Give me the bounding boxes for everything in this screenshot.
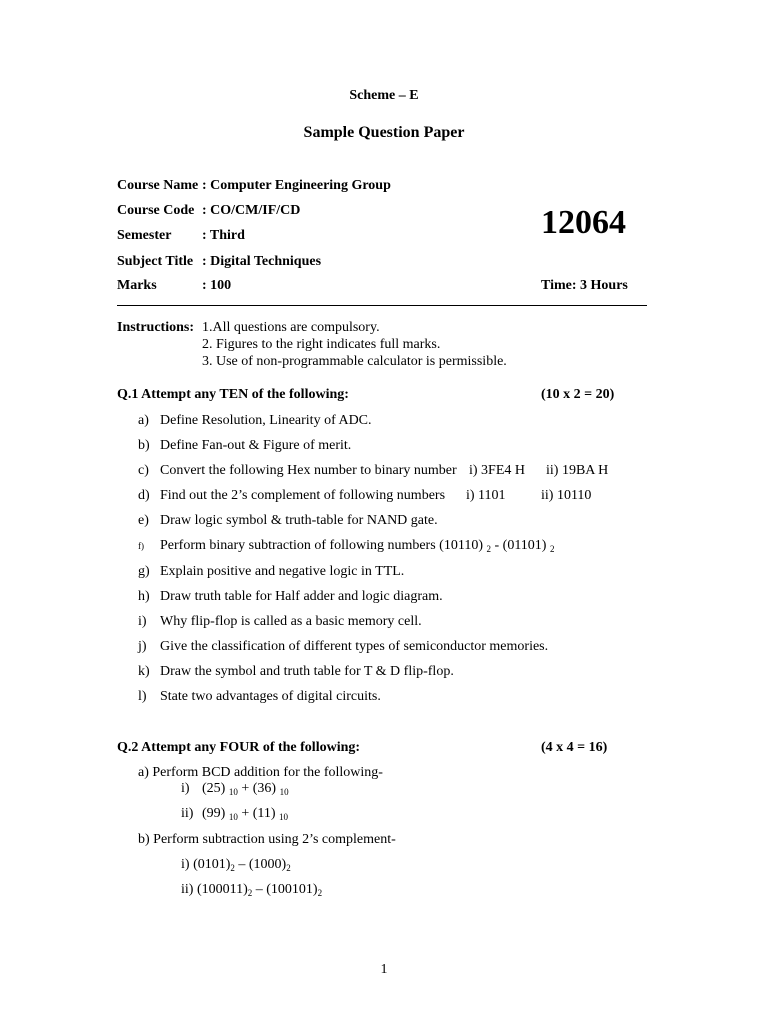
page-title: Sample Question Paper	[303, 124, 465, 141]
q2-a-item-label: i)	[181, 781, 190, 796]
q1-item-part: i) 1101	[466, 488, 506, 503]
operand: (0101)	[193, 857, 231, 872]
q1-item-label: h)	[138, 589, 150, 604]
exam-duration: Time: 3 Hours	[541, 278, 628, 293]
q1-item-text: Give the classification of different types of semiconductor memories.	[160, 639, 549, 654]
q1-item-part: i) 3FE4 H	[469, 463, 525, 478]
course-code-label: Course Code	[117, 203, 195, 218]
subject-title-label: Subject Title	[117, 254, 194, 269]
base-subscript: 2	[486, 544, 491, 554]
q1-item-label: g)	[138, 564, 150, 579]
q1-item-text: Define Resolution, Linearity of ADC.	[160, 413, 372, 428]
q1-item-text: Draw the symbol and truth table for T & D flip-flop.	[160, 664, 454, 679]
marks-value: : 100	[202, 278, 232, 293]
scheme-label: Scheme – E	[349, 88, 419, 103]
q2-part-a-text: a) Perform BCD addition for the following-	[138, 765, 383, 780]
q1-item-label: f)	[138, 541, 144, 551]
q1-item-label: c)	[138, 463, 149, 478]
q1-item-text: Explain positive and negative logic in TTL.	[160, 564, 405, 579]
operand: (10110)	[439, 538, 483, 553]
q1-item-text: Define Fan-out & Figure of merit.	[160, 438, 352, 453]
q1-item-part: ii) 19BA H	[546, 463, 609, 478]
q1-item-text-main: Perform binary subtraction of following numbers	[160, 538, 436, 553]
operand: (100011)	[196, 882, 248, 897]
q1-item-text: Draw logic symbol & truth-table for NAND gate.	[160, 513, 438, 528]
q2-a-expression	[202, 781, 289, 797]
operand: (99)	[202, 806, 226, 821]
course-name-label: Course Name	[117, 178, 199, 193]
q2-b-item-label: i)	[181, 857, 190, 872]
header-divider	[117, 305, 647, 306]
subject-title-value: : Digital Techniques	[202, 254, 322, 269]
q1-item-label: b)	[138, 438, 150, 453]
paper-code: 12064	[541, 204, 626, 241]
q1-item-label: j)	[138, 639, 147, 654]
q2-b-item-label: ii)	[181, 882, 194, 897]
base-subscript: 2	[549, 544, 555, 554]
page-number: 1	[380, 962, 388, 977]
q1-item-label: i)	[138, 614, 147, 629]
q1-item-label: e)	[138, 513, 149, 528]
operand: (01101)	[502, 538, 547, 553]
q1-item-label: k)	[138, 664, 150, 679]
q1-item-text	[160, 538, 554, 554]
operand: – (100101)	[255, 882, 318, 897]
base-subscript: 2	[230, 863, 235, 873]
q1-item-text: Find out the 2’s complement of following numbers	[160, 488, 446, 503]
base-subscript: 10	[279, 787, 289, 797]
semester-label: Semester	[117, 228, 172, 243]
instruction-item: 3. Use of non-programmable calculator is permissible.	[202, 354, 507, 369]
operator: +	[241, 806, 250, 821]
question-1-heading: Q.1 Attempt any TEN of the following:	[117, 387, 349, 402]
marks-label: Marks	[117, 278, 157, 293]
q2-a-item-label: ii)	[181, 806, 194, 821]
course-code-value: : CO/CM/IF/CD	[202, 203, 301, 218]
base-subscript: 2	[317, 888, 323, 898]
operand: (36)	[252, 781, 277, 796]
operand: (25)	[202, 781, 226, 796]
semester-value: : Third	[202, 228, 245, 243]
q1-item-text: Convert the following Hex number to binary number	[160, 463, 457, 478]
base-subscript: 2	[286, 863, 291, 873]
base-subscript: 10	[228, 787, 238, 797]
q1-item-label: a)	[138, 413, 149, 428]
base-subscript: 10	[228, 812, 238, 822]
q1-item-text: Why flip-flop is called as a basic memory cell.	[160, 614, 422, 629]
q1-item-label: l)	[138, 689, 147, 704]
operator: -	[494, 538, 500, 553]
course-name-value: : Computer Engineering Group	[202, 178, 391, 193]
q2-part-b-text: b) Perform subtraction using 2’s complement-	[138, 832, 396, 847]
q1-item-part: ii) 10110	[541, 488, 592, 503]
base-subscript: 2	[247, 888, 253, 898]
question-1-marks: (10 x 2 = 20)	[541, 387, 615, 402]
instructions-label: Instructions:	[117, 320, 195, 335]
q2-b-expression	[181, 882, 322, 898]
instruction-item: 1.All questions are compulsory.	[202, 320, 380, 335]
question-2-marks: (4 x 4 = 16)	[541, 740, 608, 755]
operand: – (1000)	[238, 857, 287, 872]
q2-b-expression	[181, 857, 291, 873]
q1-item-text: Draw truth table for Half adder and logic diagram.	[160, 589, 443, 604]
q1-item-label: d)	[138, 488, 150, 503]
q1-item-text: State two advantages of digital circuits.	[160, 689, 381, 704]
instruction-item: 2. Figures to the right indicates full marks.	[202, 337, 441, 352]
question-2-heading: Q.2 Attempt any FOUR of the following:	[117, 740, 361, 755]
q2-a-expression	[202, 806, 288, 822]
operand: (11)	[252, 806, 276, 821]
operator: +	[241, 781, 250, 796]
base-subscript: 10	[279, 812, 289, 822]
